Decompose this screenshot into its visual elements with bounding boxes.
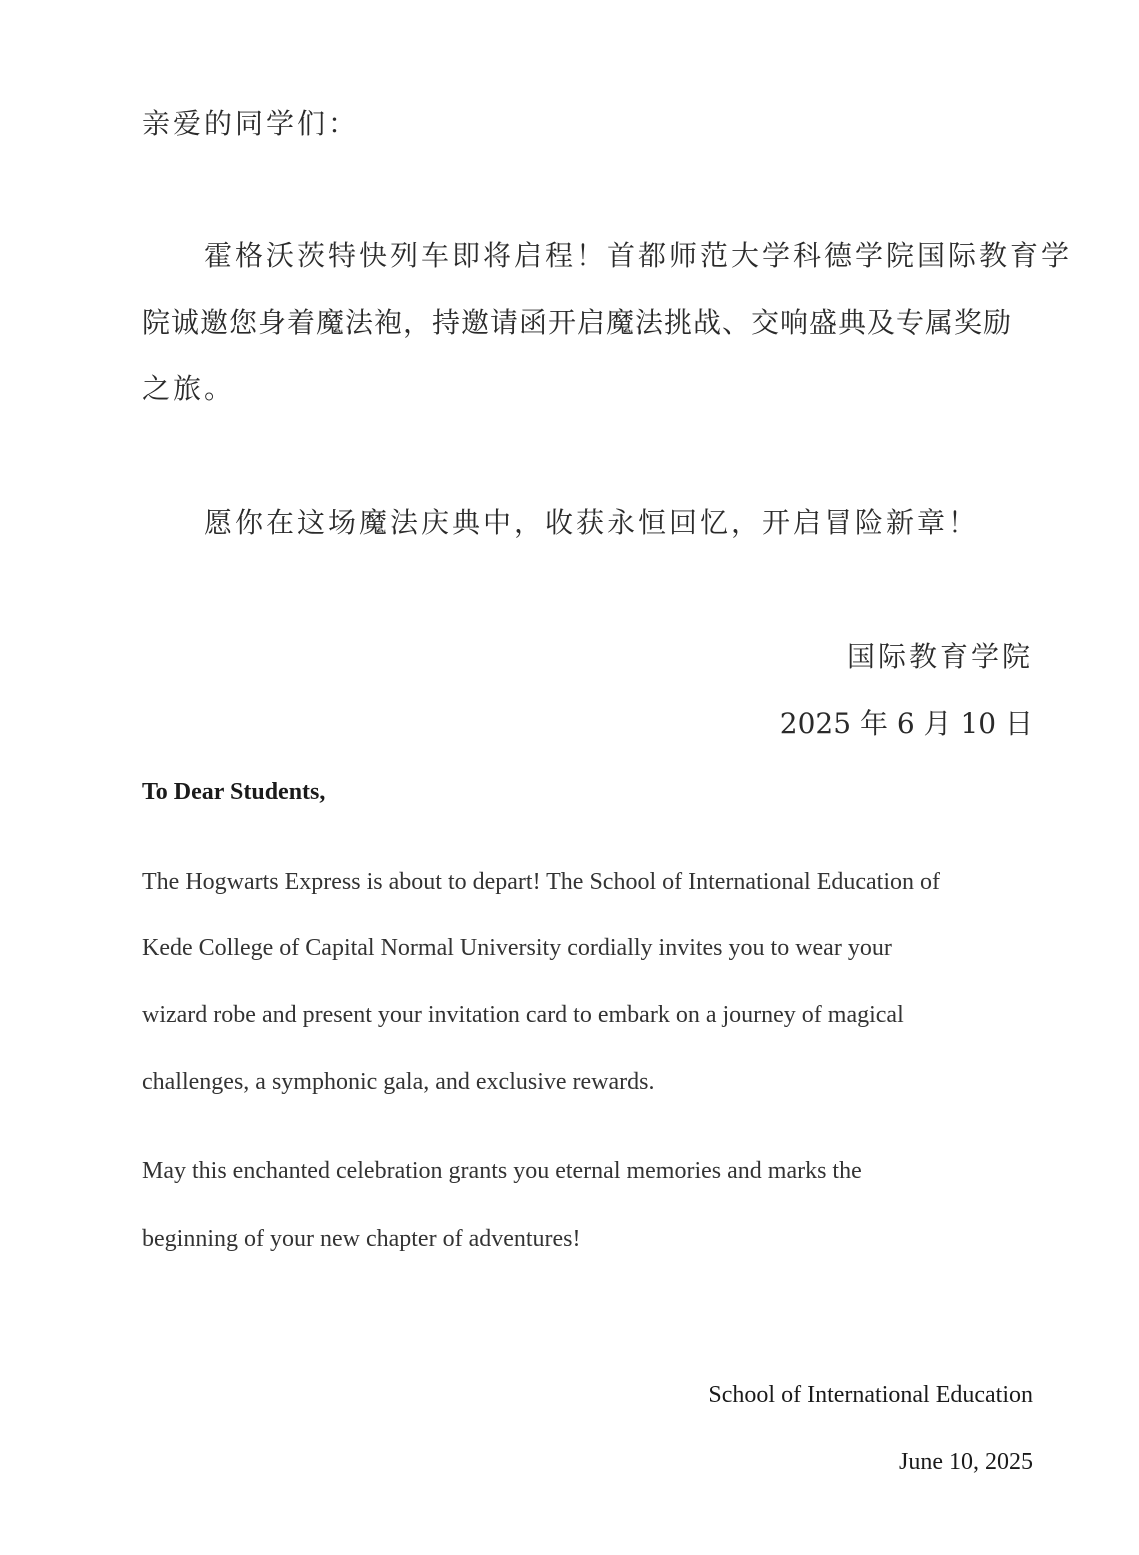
en-paragraph2-line: beginning of your new chapter of adventures! — [142, 1226, 581, 1252]
cn-salutation: 亲爱的同学们： — [142, 107, 360, 140]
en-paragraph1-line: The Hogwarts Express is about to depart! The School of International Education of — [142, 869, 941, 895]
cn-signature: 国际教育学院 — [846, 640, 1033, 673]
en-paragraph2-line: May this enchanted celebration grants you eternal memories and marks the — [142, 1158, 862, 1184]
en-date: June 10, 2025 — [899, 1449, 1033, 1475]
cn-paragraph2: 愿你在这场魔法庆典中，收获永恒回忆，开启冒险新章！ — [204, 506, 980, 539]
en-salutation: To Dear Students, — [142, 779, 326, 805]
en-signature: School of International Education — [708, 1382, 1033, 1408]
cn-paragraph1-line: 之旅。 — [142, 372, 236, 405]
cn-paragraph1-line: 霍格沃茨特快列车即将启程！首都师范大学科德学院国际教育学 — [204, 239, 1073, 272]
cn-paragraph1-line: 院诚邀您身着魔法袍，持邀请函开启魔法挑战、交响盛典及专属奖励 — [142, 306, 1013, 339]
cn-date: 2025 年 6 月 10 日 — [779, 707, 1033, 740]
en-paragraph1-line: challenges, a symphonic gala, and exclusive rewards. — [142, 1069, 655, 1095]
en-paragraph1-line: wizard robe and present your invitation card to embark on a journey of magical — [142, 1002, 904, 1028]
en-paragraph1-line: Kede College of Capital Normal University cordially invites you to wear your — [142, 935, 892, 961]
